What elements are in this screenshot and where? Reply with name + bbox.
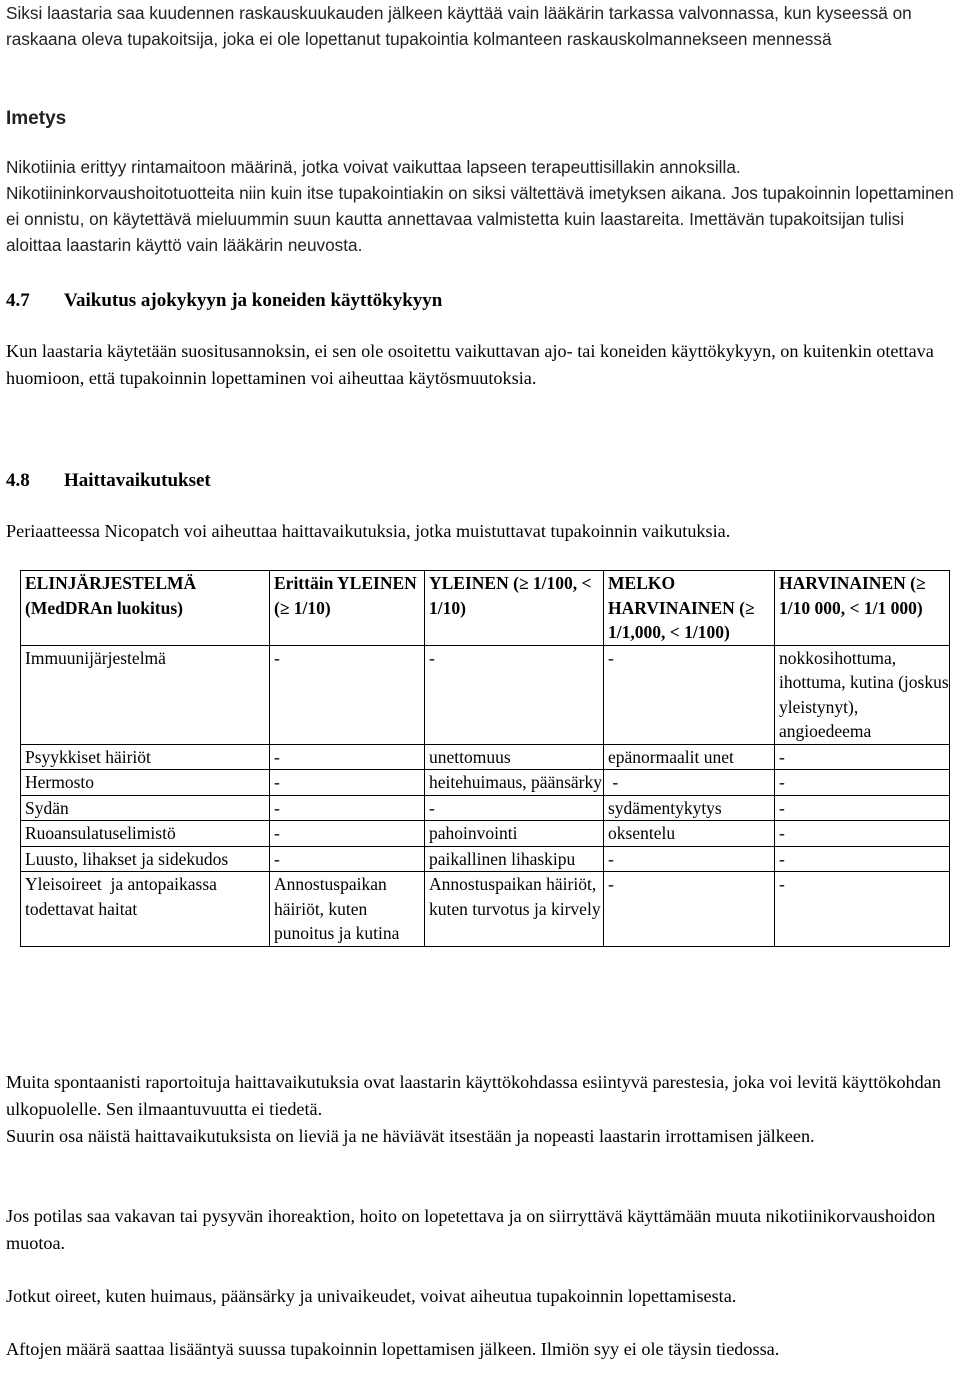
table-row (21, 872, 950, 947)
table-cell: - (425, 795, 604, 821)
imetys-paragraph: Nikotiinia erittyy rintamaitoon määrinä, jotka voivat vaikuttaa lapseen terapeuttisillakin annoksilla. Nikotiininkorvaushoitotuotteita niin kuin itse tupakointiakin on siksi vältettävä imetyksen aikana. Jos tupakoinnin lopettaminen ei onnistu, on käytettävä mieluummin suun kautta annettavaa valmistetta kuin laastareita. Imettävän tupakoitsijan tulisi aloittaa laastarin käyttö vain lääkärin neuvosta. (6, 157, 954, 255)
table-row (21, 795, 950, 821)
table-cell: Luusto, lihakset ja sidekudos (21, 846, 270, 872)
paragraph-paresthesia: Muita spontaanisti raportoituja haittavaikutuksia ovat laastarin käyttökohdassa esiintyvä parestesia, joka voi levitä käyttökohdan ulkopuolelle. Sen ilmaantuvuutta ei tiedetä. (6, 1072, 941, 1119)
table-row (21, 770, 950, 796)
table-cell: - (270, 744, 425, 770)
paragraph-skin-reaction: Jos potilas saa vakavan tai pysyvän ihoreaktion, hoito on lopetettava ja on siirryttävä käyttämään muuta nikotiinikorvaushoidon muotoa. (6, 1206, 936, 1253)
table-cell: - (775, 821, 950, 847)
table-row (21, 821, 950, 847)
section-4-8-paragraph: Periaatteessa Nicopatch voi aiheuttaa haittavaikutuksia, jotka muistuttavat tupakoinnin vaikutuksia. (6, 521, 731, 541)
table-cell: sydämentykytys (604, 795, 775, 821)
header-cell-rare: HARVINAINEN (≥ 1/10 000, < 1/1 000) (775, 571, 950, 646)
table-cell: Sydän (21, 795, 270, 821)
table-cell: Hermosto (21, 770, 270, 796)
table-cell: - (604, 846, 775, 872)
table-cell: Psyykkiset häiriöt (21, 744, 270, 770)
table-cell: pahoinvointi (425, 821, 604, 847)
section-number: 4.7 (6, 290, 30, 311)
table-cell: - (775, 872, 950, 947)
table-cell: - (270, 770, 425, 796)
section-4-7-heading (6, 288, 442, 314)
table-cell: Annostuspaikan häiriöt, kuten turvotus ja kirvely (425, 872, 604, 947)
table-cell: - (270, 795, 425, 821)
section-number: 4.8 (6, 470, 30, 491)
table-cell: oksentelu (604, 821, 775, 847)
table-cell: - (604, 872, 775, 947)
adverse-effects-table (20, 570, 950, 947)
table-cell: - (604, 770, 775, 796)
section-title: Haittavaikutukset (64, 470, 211, 491)
table-cell: paikallinen lihaskipu (425, 846, 604, 872)
table-cell: - (775, 744, 950, 770)
paragraph-aphthae: Aftojen määrä saattaa lisääntyä suussa tupakoinnin lopettamisen jälkeen. Ilmiön syy ei ole täysin tiedossa. (6, 1339, 780, 1359)
section-title: Vaikutus ajokykyyn ja koneiden käyttökykyyn (64, 290, 443, 311)
table-cell: Immuunijärjestelmä (21, 645, 270, 744)
header-cell-uncommon: MELKO HARVINAINEN (≥ 1/1,000, < 1/100) (604, 571, 775, 646)
table-cell: unettomuus (425, 744, 604, 770)
header-cell-very-common: Erittäin YLEINEN (≥ 1/10) (270, 571, 425, 646)
table-cell: - (425, 645, 604, 744)
table-cell: - (775, 795, 950, 821)
table-header-row (21, 571, 950, 646)
imetys-heading: Imetys (6, 108, 67, 129)
paragraph-mild-effects: Suurin osa näistä haittavaikutuksista on lieviä ja ne häviävät itsestään ja nopeasti laastarin irrottamisen jälkeen. (6, 1126, 815, 1146)
table-cell: - (604, 645, 775, 744)
table-cell: epänormaalit unet (604, 744, 775, 770)
table-cell: heitehuimaus, päänsärky (425, 770, 604, 796)
section-4-8-heading (6, 468, 211, 494)
paragraph-withdrawal-symptoms: Jotkut oireet, kuten huimaus, päänsärky ja univaikeudet, voivat aiheutua tupakoinnin lopettamisesta. (6, 1286, 737, 1306)
table-cell: Ruoansulatuselimistö (21, 821, 270, 847)
table-row (21, 645, 950, 744)
header-cell-common: YLEINEN (≥ 1/100, < 1/10) (425, 571, 604, 646)
table-row (21, 744, 950, 770)
section-4-7-paragraph: Kun laastaria käytetään suositusannoksin, ei sen ole osoitettu vaikuttavan ajo- tai koneiden käyttökykyyn, on kuitenkin otettava huomioon, että tupakoinnin lopettaminen voi aiheuttaa käytösmuutoksia. (6, 341, 934, 388)
table-cell: Annostuspaikan häiriöt, kuten punoitus ja kutina (270, 872, 425, 947)
table-cell: - (270, 821, 425, 847)
header-cell-organ-system: ELINJÄRJESTELMÄ (MedDRAn luokitus) (21, 571, 270, 646)
table-cell: - (775, 846, 950, 872)
table-cell: - (270, 645, 425, 744)
intro-paragraph: Siksi laastaria saa kuudennen raskauskuukauden jälkeen käyttää vain lääkärin tarkassa valvonnassa, kun kyseessä on raskaana oleva tupakoitsija, joka ei ole lopettanut tupakointia kolmanteen raskauskolmannekseen mennessä (6, 3, 912, 49)
table-cell: - (775, 770, 950, 796)
table-cell: Yleisoireet ja antopaikassa todettavat haitat (21, 872, 270, 947)
table-cell: nokkosihottuma, ihottuma, kutina (joskus yleistynyt), angioedeema (775, 645, 950, 744)
table-row (21, 846, 950, 872)
table-cell: - (270, 846, 425, 872)
